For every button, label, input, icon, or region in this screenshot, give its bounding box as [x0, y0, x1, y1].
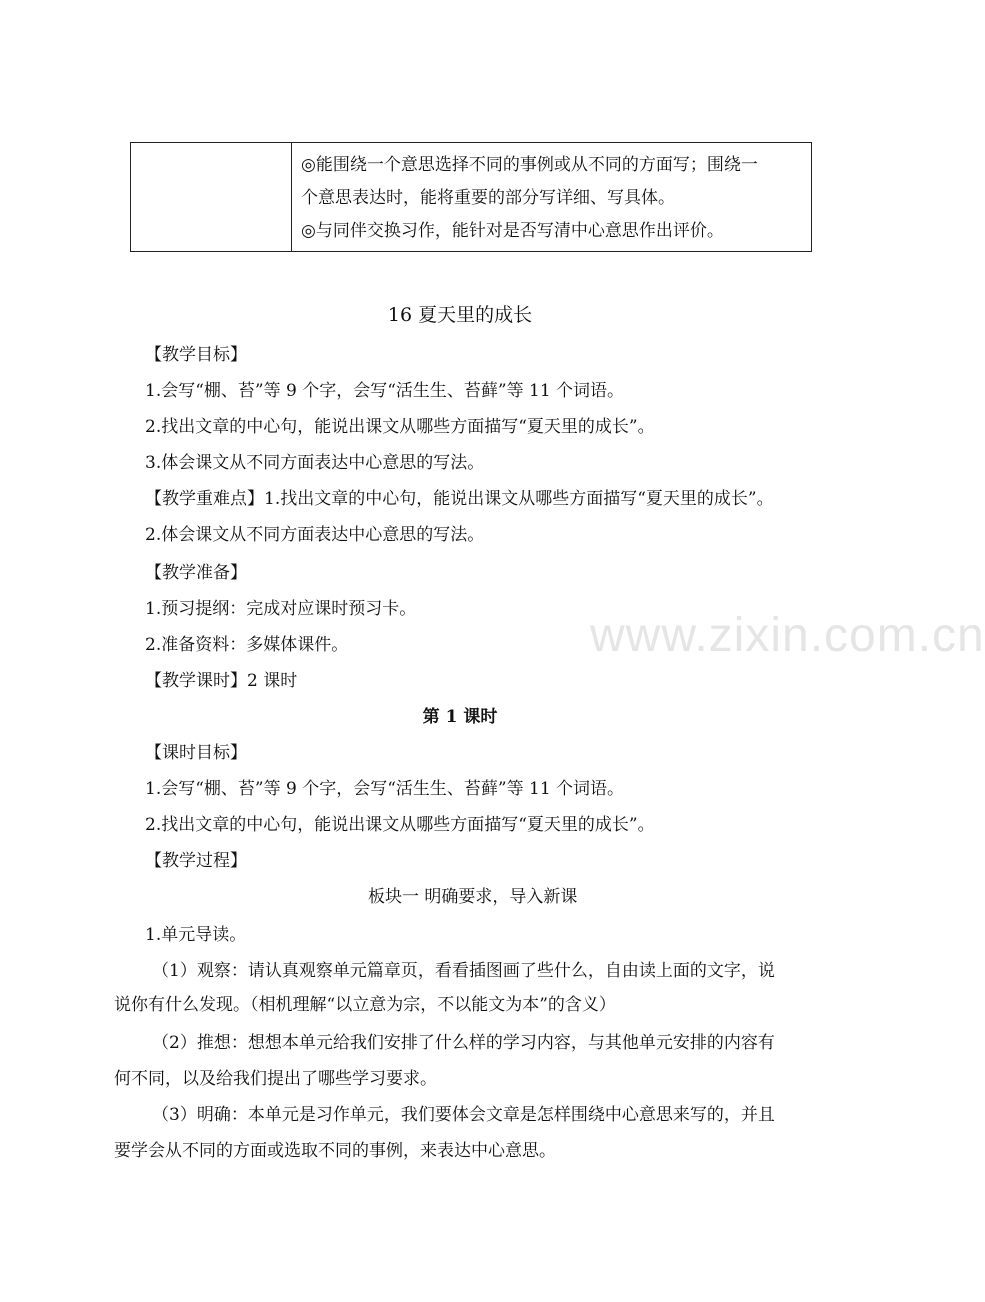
clarify-line-1: （3）明确：本单元是习作单元，我们要体会文章是怎样围绕中心意思来写的，并且 — [152, 1105, 775, 1125]
observe-line-1: （1）观察：请认真观察单元篇章页，看看插图画了些什么，自由读上面的文字，说 — [152, 961, 775, 981]
period-objective-item: 1.会写“棚、苔”等 9 个字，会写“活生生、苔藓”等 11 个词语。 — [145, 779, 625, 799]
preparation-item: 1.预习提纲：完成对应课时预习卡。 — [145, 599, 417, 619]
objective-item: 3.体会课文从不同方面表达中心意思的写法。 — [145, 453, 485, 473]
guess-line-2: 何不同，以及给我们提出了哪些学习要求。 — [114, 1069, 437, 1089]
objectives-heading: 【教学目标】 — [145, 345, 247, 365]
objective-item: 1.会写“棚、苔”等 9 个字，会写“活生生、苔藓”等 11 个词语。 — [145, 381, 625, 401]
period-objectives-heading: 【课时目标】 — [145, 743, 247, 763]
step-1: 1.单元导读。 — [145, 925, 247, 945]
key-points-line-2: 2.体会课文从不同方面表达中心意思的写法。 — [145, 525, 485, 545]
process-heading: 【教学过程】 — [145, 851, 247, 871]
table-line: 个意思表达时，能将重要的部分写详细、写具体。 — [301, 188, 675, 208]
table-line: ◎能围绕一个意思选择不同的事例或从不同的方面写；围绕一 — [301, 155, 758, 175]
period-title: 第 1 课时 — [422, 707, 498, 727]
watermark: www.zixin.com.cn — [590, 609, 985, 662]
periods-line: 【教学课时】2 课时 — [145, 671, 298, 691]
clarify-line-2: 要学会从不同的方面或选取不同的事例，来表达中心意思。 — [114, 1141, 556, 1161]
preparation-item: 2.准备资料：多媒体课件。 — [145, 635, 349, 655]
lesson-title: 16 夏天里的成长 — [387, 304, 533, 326]
table-line: ◎与同伴交换习作，能针对是否写清中心意思作出评价。 — [301, 221, 724, 241]
block-title: 板块一 明确要求，导入新课 — [368, 887, 578, 907]
preparation-heading: 【教学准备】 — [145, 563, 247, 583]
period-objective-item: 2.找出文章的中心句，能说出课文从哪些方面描写“夏天里的成长”。 — [145, 815, 655, 835]
observe-line-2: 说你有什么发现。（相机理解“以立意为宗，不以能文为本”的含义） — [114, 995, 616, 1015]
table-left-cell — [131, 143, 292, 251]
table-right-cell — [292, 143, 811, 251]
guess-line-1: （2）推想：想想本单元给我们安排了什么样的学习内容，与其他单元安排的内容有 — [152, 1033, 775, 1053]
requirements-table — [130, 142, 812, 252]
key-points-line: 【教学重难点】1.找出文章的中心句，能说出课文从哪些方面描写“夏天里的成长”。 — [145, 489, 774, 509]
objective-item: 2.找出文章的中心句，能说出课文从哪些方面描写“夏天里的成长”。 — [145, 417, 655, 437]
